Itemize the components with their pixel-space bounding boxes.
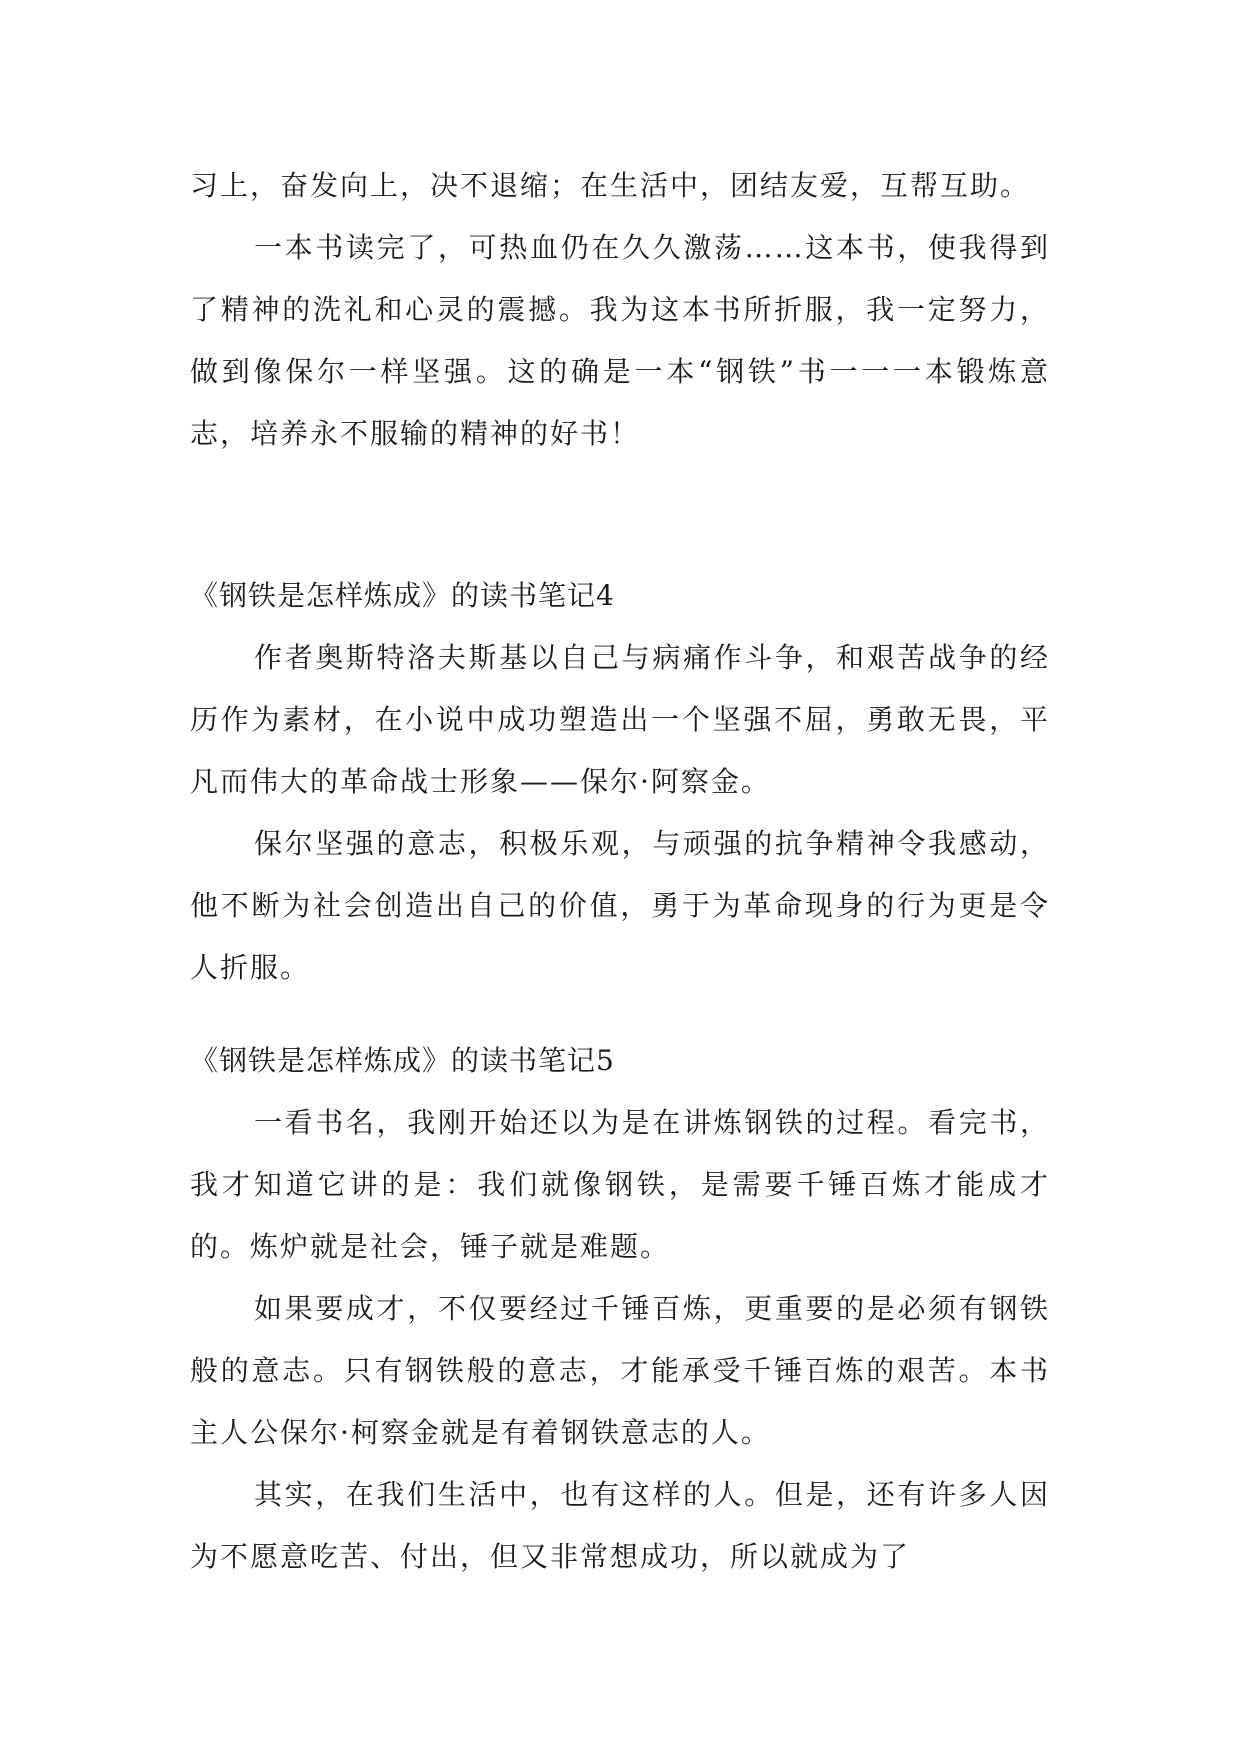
section-heading: 《钢铁是怎样炼成》的读书笔记4 (190, 579, 615, 612)
paragraph: 保尔坚强的意志，积极乐观，与顽强的抗争精神令我感动，他不断为社会创造出自己的价值，勇于为革命现身的行为更是令人折服。 (190, 827, 1050, 984)
section-reading-note-5 (190, 1030, 1050, 1588)
section-heading: 《钢铁是怎样炼成》的读书笔记5 (190, 1044, 615, 1077)
paragraph: 作者奥斯特洛夫斯基以自己与病痛作斗争，和艰苦战争的经历作为素材，在小说中成功塑造出一个坚强不屈，勇敢无畏，平凡而伟大的革命战士形象——保尔·阿察金。 (190, 641, 1050, 798)
paragraph: 其实，在我们生活中，也有这样的人。但是，还有许多人因为不愿意吃苦、付出，但又非常想成功，所以就成为了 (190, 1478, 1050, 1573)
section-continuation (190, 155, 1050, 465)
paragraph: 一本书读完了，可热血仍在久久激荡……这本书，使我得到了精神的洗礼和心灵的震撼。我为这本书所折服，我一定努力，做到像保尔一样坚强。这的确是一本“钢铁”书一一一本锻炼意志，培养永不服输的精神的好书！ (190, 231, 1050, 450)
paragraph: 一看书名，我刚开始还以为是在讲炼钢铁的过程。看完书，我才知道它讲的是：我们就像钢铁，是需要千锤百炼才能成才的。炼炉就是社会，锤子就是难题。 (190, 1106, 1050, 1263)
paragraph-continuation: 习上，奋发向上，决不退缩；在生活中，团结友爱，互帮互助。 (190, 169, 1031, 202)
paragraph: 如果要成才，不仅要经过千锤百炼，更重要的是必须有钢铁般的意志。只有钢铁般的意志，才能承受千锤百炼的艰苦。本书主人公保尔·柯察金就是有着钢铁意志的人。 (190, 1292, 1050, 1449)
section-reading-note-4 (190, 565, 1050, 999)
